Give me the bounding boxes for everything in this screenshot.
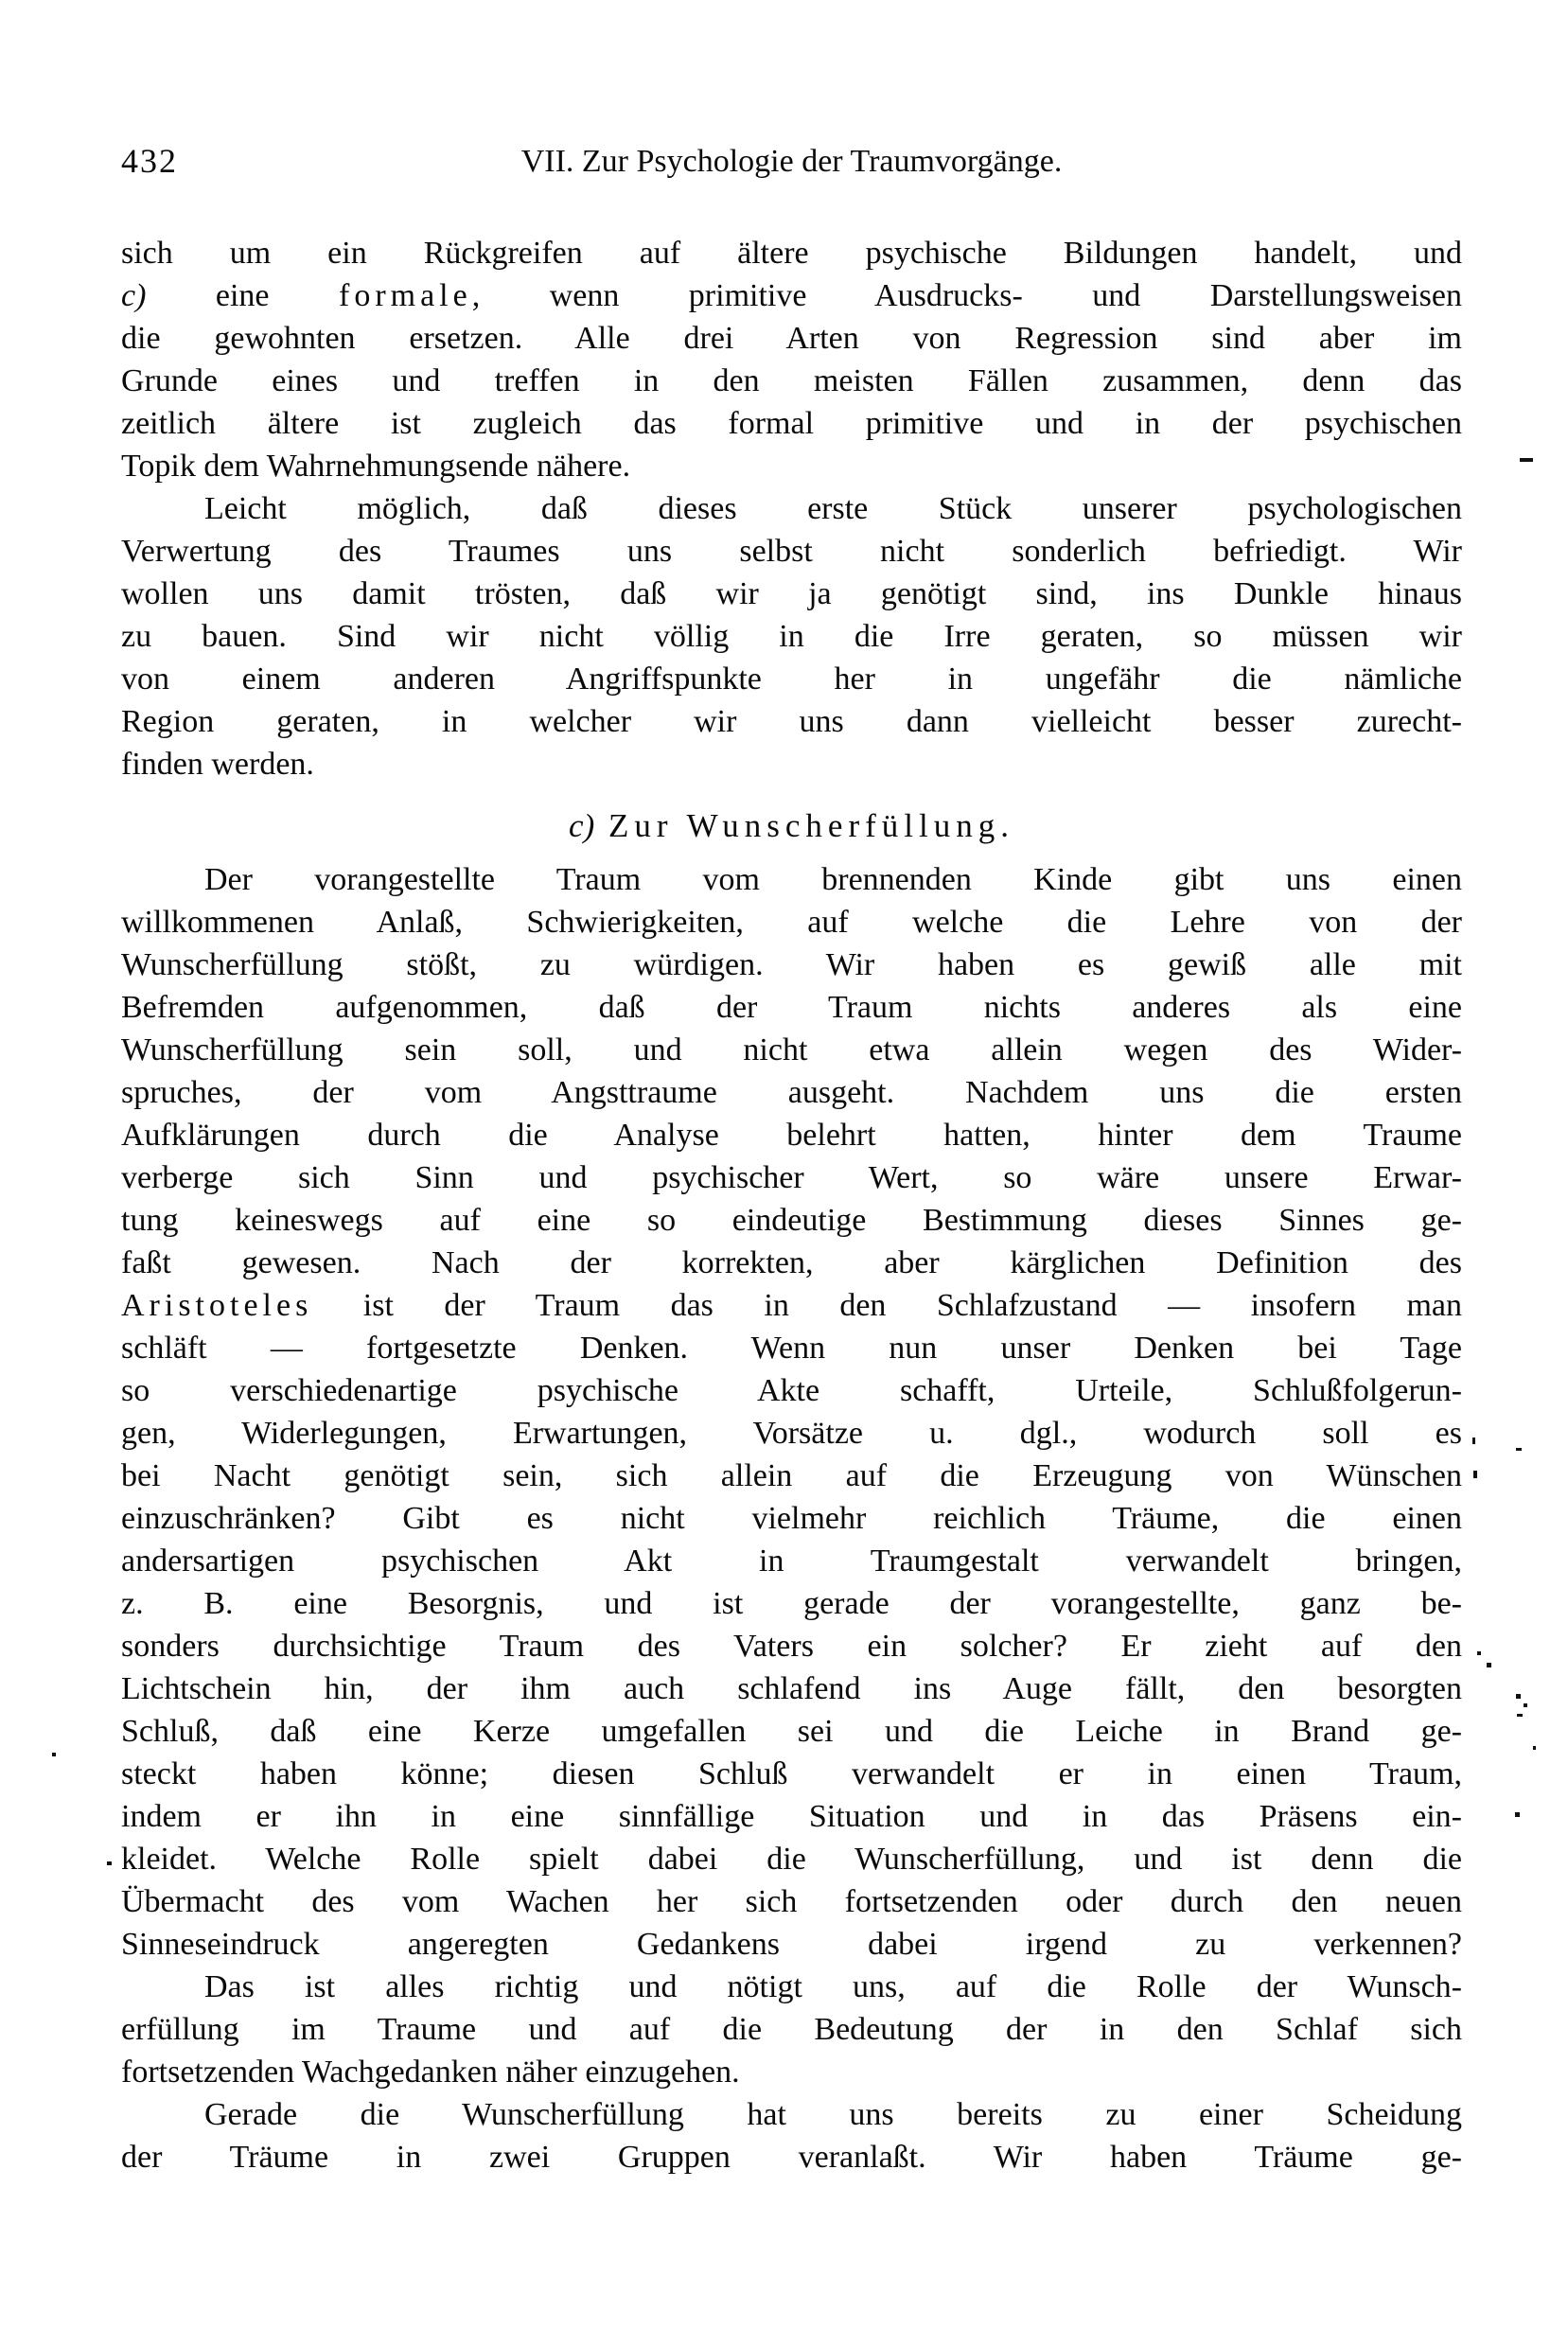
- text-line: verberge sich Sinn und psychischer Wert, so wäre unsere Erwar-: [121, 1160, 1462, 1195]
- text-line: kleidet. Welche Rolle spielt dabei die Wunscherfüllung, und ist denn die: [121, 1842, 1462, 1877]
- page-header: [121, 140, 1462, 183]
- scan-artifact: [1516, 1448, 1522, 1451]
- text-line: Topik dem Wahrnehmungsende nähere.: [121, 449, 631, 484]
- scan-artifact: [1487, 1663, 1491, 1667]
- text-line: indem er ihn in eine sinnfällige Situation und in das Präsens ein-: [121, 1799, 1462, 1834]
- text-line: willkommenen Anlaß, Schwierigkeiten, auf welche die Lehre von der: [121, 905, 1462, 940]
- text-line: erfüllung im Traume und auf die Bedeutung der in den Schlaf sich: [121, 2012, 1462, 2047]
- letterspaced-word: Aristoteles: [121, 1288, 313, 1323]
- text-line: zu bauen. Sind wir nicht völlig in die Irre geraten, so müssen wir: [121, 619, 1462, 654]
- text-line: Befremden aufgenommen, daß der Traum nichts anderes als eine: [121, 990, 1462, 1025]
- text-line: die gewohnten ersetzen. Alle drei Arten von Regression sind aber im: [121, 321, 1462, 356]
- text-line: steckt haben könne; diesen Schluß verwandelt er in einen Traum,: [121, 1756, 1462, 1791]
- scan-artifact: [1477, 1651, 1481, 1655]
- scan-artifact: [1473, 1471, 1477, 1478]
- text-line: [121, 1284, 1462, 1327]
- text-line: Region geraten, in welcher wir uns dann vielleicht besser zurecht-: [121, 704, 1462, 739]
- text-line: Das ist alles richtig und nötigt uns, auf die Rolle der Wunsch-: [204, 1969, 1462, 2004]
- section-heading: [121, 804, 1462, 847]
- text-line: z. B. eine Besorgnis, und ist gerade der vorangestellte, ganz be-: [121, 1586, 1462, 1621]
- text-line: bei Nacht genötigt sein, sich allein auf die Erzeugung von Wünschen: [121, 1458, 1462, 1493]
- scan-artifact: [52, 1753, 56, 1756]
- text-line: von einem anderen Angriffspunkte her in ungefähr die nämliche: [121, 661, 1462, 697]
- scan-artifact: [1515, 1812, 1520, 1817]
- text-line: sonders durchsichtige Traum des Vaters ein solcher? Er zieht auf den: [121, 1629, 1462, 1664]
- italic-marker: c): [121, 278, 147, 313]
- section-title: Zur Wunscherfüllung.: [594, 807, 1014, 844]
- text-line: Sinneseindruck angeregten Gedankens dabei irgend zu verkennen?: [121, 1927, 1462, 1962]
- text-line: Lichtschein hin, der ihm auch schlafend ins Auge fällt, den besorgten: [121, 1671, 1462, 1706]
- text-run: eine: [146, 278, 339, 313]
- text-run: ist der Traum das in den Schlafzustand — insofern man: [312, 1288, 1462, 1323]
- text-run: , wenn primitive Ausdrucks- und Darstellungsweisen: [471, 278, 1462, 313]
- section-letter: c): [569, 807, 595, 844]
- text-line: [121, 274, 1462, 317]
- paragraph-2: [121, 487, 1462, 785]
- scan-artifact: [1516, 1694, 1521, 1699]
- text-line: Gerade die Wunscherfüllung hat uns bereits zu einer Scheidung: [204, 2097, 1462, 2132]
- paragraph-3: [121, 858, 1462, 1966]
- text-line: Grunde eines und treffen in den meisten Fällen zusammen, denn das: [121, 363, 1462, 398]
- text-line: Wunscherfüllung stößt, zu würdigen. Wir haben es gewiß alle mit: [121, 947, 1462, 982]
- text-line: spruches, der vom Angsttraume ausgeht. Nachdem uns die ersten: [121, 1075, 1462, 1110]
- scan-artifact: [1524, 1703, 1527, 1707]
- paragraph-4: [121, 1966, 1462, 2093]
- text-line: tung keineswegs auf eine so eindeutige Bestimmung dieses Sinnes ge-: [121, 1203, 1462, 1238]
- scan-artifact: [107, 1861, 112, 1865]
- text-line: sich um ein Rückgreifen auf ältere psychische Bildungen handelt, und: [121, 236, 1462, 271]
- text-line: finden werden.: [121, 747, 314, 782]
- text-line: Leicht möglich, daß dieses erste Stück unserer psychologischen: [204, 491, 1462, 526]
- text-line: andersartigen psychischen Akt in Traumgestalt verwandelt bringen,: [121, 1543, 1462, 1579]
- text-line: einzuschränken? Gibt es nicht vielmehr reichlich Träume, die einen: [121, 1501, 1462, 1536]
- text-line: Schluß, daß eine Kerze umgefallen sei und die Leiche in Brand ge-: [121, 1714, 1462, 1749]
- text-line: Verwertung des Traumes uns selbst nicht sonderlich befriedigt. Wir: [121, 534, 1462, 569]
- text-line: der Träume in zwei Gruppen veranlaßt. Wir haben Träume ge-: [121, 2140, 1462, 2175]
- text-line: wollen uns damit trösten, daß wir ja genötigt sind, ins Dunkle hinaus: [121, 576, 1462, 611]
- text-block: [121, 140, 1462, 2178]
- text-line: Übermacht des vom Wachen her sich fortsetzenden oder durch den neuen: [121, 1884, 1462, 1919]
- scan-artifact: [1533, 1746, 1536, 1750]
- text-line: so verschiedenartige psychische Akte schafft, Urteile, Schlußfolgerun-: [121, 1373, 1462, 1408]
- text-line: Aufklärungen durch die Analyse belehrt hatten, hinter dem Traume: [121, 1118, 1462, 1153]
- scan-artifact: [1520, 458, 1533, 462]
- page-number: 432: [121, 142, 178, 180]
- paragraph-5: [121, 2093, 1462, 2178]
- text-line: zeitlich ältere ist zugleich das formal primitive und in der psychischen: [121, 406, 1462, 441]
- text-line: schläft — fortgesetzte Denken. Wenn nun unser Denken bei Tage: [121, 1331, 1462, 1366]
- text-line: gen, Widerlegungen, Erwartungen, Vorsätze u. dgl., wodurch soll es: [121, 1416, 1462, 1451]
- text-line: Wunscherfüllung sein soll, und nicht etwa allein wegen des Wider-: [121, 1032, 1462, 1067]
- paragraph-1: [121, 232, 1462, 487]
- scan-artifact: [1472, 1438, 1475, 1444]
- scan-artifact: [1517, 1714, 1523, 1717]
- text-line: Der vorangestellte Traum vom brennenden Kinde gibt uns einen: [204, 862, 1462, 897]
- text-line: fortsetzenden Wachgedanken näher einzugehen.: [121, 2055, 740, 2090]
- running-header: VII. Zur Psychologie der Traumvorgänge.: [520, 144, 1063, 179]
- letterspaced-word: formale: [339, 278, 472, 313]
- text-line: faßt gewesen. Nach der korrekten, aber kärglichen Definition des: [121, 1245, 1462, 1280]
